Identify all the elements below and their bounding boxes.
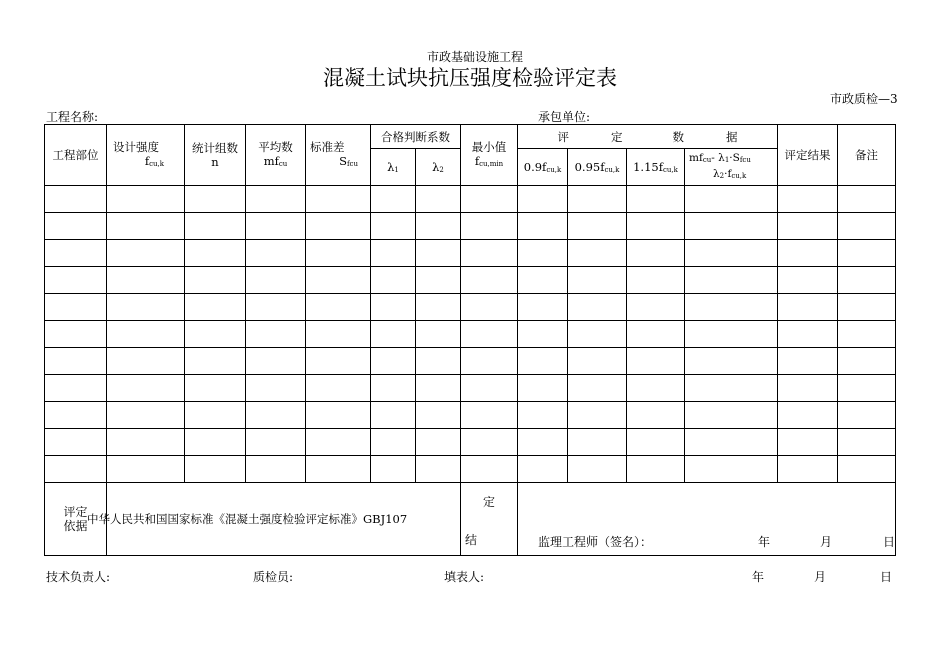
table-cell[interactable] <box>371 186 416 213</box>
table-cell[interactable] <box>185 186 246 213</box>
table-cell[interactable] <box>45 267 107 294</box>
table-cell[interactable] <box>838 213 896 240</box>
table-cell[interactable] <box>627 456 685 483</box>
table-cell[interactable] <box>518 240 568 267</box>
table-cell[interactable] <box>518 348 568 375</box>
table-cell[interactable] <box>685 429 778 456</box>
table-cell[interactable] <box>306 294 371 321</box>
table-cell[interactable] <box>416 429 461 456</box>
table-cell[interactable] <box>185 429 246 456</box>
table-cell[interactable] <box>185 294 246 321</box>
table-cell[interactable] <box>627 402 685 429</box>
table-cell[interactable] <box>246 267 306 294</box>
table-cell[interactable] <box>568 456 627 483</box>
table-cell[interactable] <box>107 375 185 402</box>
basis-label: 评定 依据 <box>45 483 107 556</box>
table-row <box>45 348 896 375</box>
table-cell[interactable] <box>461 321 518 348</box>
table-cell[interactable] <box>838 321 896 348</box>
table-cell[interactable] <box>518 402 568 429</box>
table-cell[interactable] <box>685 375 778 402</box>
table-cell[interactable] <box>45 402 107 429</box>
table-cell[interactable] <box>416 240 461 267</box>
table-cell[interactable] <box>518 429 568 456</box>
header-eval-0-95: 0.95fcu,k <box>568 149 627 186</box>
project-name-label: 工程名称: <box>46 110 99 124</box>
table-cell[interactable] <box>627 267 685 294</box>
table-cell[interactable] <box>246 375 306 402</box>
table-cell[interactable] <box>107 186 185 213</box>
table-cell[interactable] <box>461 375 518 402</box>
supervisor-label: 监理工程师（签名）： <box>538 535 653 549</box>
footer-year: 年 <box>752 570 765 584</box>
table-cell[interactable] <box>778 321 838 348</box>
table-cell[interactable] <box>838 375 896 402</box>
table-cell[interactable] <box>778 240 838 267</box>
table-cell[interactable] <box>246 429 306 456</box>
table-row <box>45 321 896 348</box>
table-cell[interactable] <box>306 186 371 213</box>
table-cell[interactable] <box>45 321 107 348</box>
table-cell[interactable] <box>461 402 518 429</box>
table-cell[interactable] <box>416 294 461 321</box>
table-cell[interactable] <box>627 213 685 240</box>
conclusion-label: 定 结 <box>461 483 518 556</box>
table-cell[interactable] <box>45 429 107 456</box>
inspector-label: 质检员: <box>253 570 294 584</box>
table-cell[interactable] <box>306 240 371 267</box>
table-cell[interactable] <box>107 429 185 456</box>
header-mean: 平均数 mfcu <box>246 125 306 186</box>
table-cell[interactable] <box>838 429 896 456</box>
table-cell[interactable] <box>371 294 416 321</box>
table-cell[interactable] <box>627 186 685 213</box>
eval-data-char: 数 <box>672 129 684 144</box>
table-cell[interactable] <box>185 456 246 483</box>
table-cell[interactable] <box>838 294 896 321</box>
table-cell[interactable] <box>306 429 371 456</box>
supervisor-year: 年 <box>758 535 771 549</box>
table-cell[interactable] <box>778 456 838 483</box>
table-cell[interactable] <box>246 213 306 240</box>
table-cell[interactable] <box>627 429 685 456</box>
table-cell[interactable] <box>778 186 838 213</box>
table-cell[interactable] <box>416 213 461 240</box>
table-cell[interactable] <box>461 456 518 483</box>
table-cell[interactable] <box>461 267 518 294</box>
table-cell[interactable] <box>627 294 685 321</box>
table-cell[interactable] <box>685 186 778 213</box>
supervisor-day: 日 <box>883 535 896 549</box>
table-cell[interactable] <box>568 402 627 429</box>
table-cell[interactable] <box>371 213 416 240</box>
table-cell[interactable] <box>371 348 416 375</box>
table-cell[interactable] <box>778 267 838 294</box>
table-cell[interactable] <box>246 402 306 429</box>
table-cell[interactable] <box>416 321 461 348</box>
table-cell[interactable] <box>185 240 246 267</box>
table-cell[interactable] <box>371 429 416 456</box>
eval-data-char: 定 <box>611 129 623 144</box>
table-row <box>45 402 896 429</box>
table-row <box>45 375 896 402</box>
table-cell[interactable] <box>627 375 685 402</box>
table-cell[interactable] <box>568 294 627 321</box>
table-row <box>45 240 896 267</box>
table-cell[interactable] <box>778 429 838 456</box>
table-cell[interactable] <box>518 294 568 321</box>
basis-text: 中华人民共和国国家标准《混凝土强度检验评定标准》GBJ107 <box>107 483 461 556</box>
header-design-strength: 设计强度 fcu,k <box>107 125 185 186</box>
filler-label: 填表人: <box>444 570 485 584</box>
table-cell[interactable] <box>685 402 778 429</box>
document-code: 市政质检—3 <box>830 92 898 106</box>
header-eval-data <box>518 125 778 149</box>
table-row <box>45 456 896 483</box>
table-cell[interactable] <box>45 294 107 321</box>
table-cell[interactable] <box>45 348 107 375</box>
table-cell[interactable] <box>778 213 838 240</box>
table-cell[interactable] <box>371 402 416 429</box>
table-cell[interactable] <box>185 348 246 375</box>
table-cell[interactable] <box>246 294 306 321</box>
table-cell[interactable] <box>246 348 306 375</box>
table-cell[interactable] <box>518 186 568 213</box>
table-cell[interactable] <box>778 348 838 375</box>
evaluation-table <box>44 124 896 556</box>
table-cell[interactable] <box>306 213 371 240</box>
table-cell[interactable] <box>107 321 185 348</box>
table-cell[interactable] <box>107 213 185 240</box>
table-cell[interactable] <box>107 456 185 483</box>
table-cell[interactable] <box>568 267 627 294</box>
supervisor-signature[interactable] <box>518 483 896 556</box>
table-cell[interactable] <box>185 375 246 402</box>
table-cell[interactable] <box>306 456 371 483</box>
table-cell[interactable] <box>306 321 371 348</box>
table-cell[interactable] <box>778 402 838 429</box>
table-cell[interactable] <box>518 456 568 483</box>
table-row <box>45 186 896 213</box>
table-cell[interactable] <box>838 456 896 483</box>
table-cell[interactable] <box>627 321 685 348</box>
table-cell[interactable] <box>461 348 518 375</box>
table-cell[interactable] <box>107 348 185 375</box>
header-eval-formula: mfcu- λ1·Sfcu λ2·fcu,k <box>685 149 778 186</box>
table-cell[interactable] <box>416 186 461 213</box>
table-cell[interactable] <box>518 213 568 240</box>
table-cell[interactable] <box>778 375 838 402</box>
table-cell[interactable] <box>627 348 685 375</box>
table-row <box>45 213 896 240</box>
table-row <box>45 429 896 456</box>
table-cell[interactable] <box>568 348 627 375</box>
table-cell[interactable] <box>568 213 627 240</box>
table-cell[interactable] <box>685 213 778 240</box>
table-cell[interactable] <box>778 294 838 321</box>
table-cell[interactable] <box>568 240 627 267</box>
table-cell[interactable] <box>107 402 185 429</box>
table-cell[interactable] <box>568 186 627 213</box>
table-cell[interactable] <box>416 348 461 375</box>
header-lambda2: λ2 <box>416 149 461 186</box>
form-title: 混凝土试块抗压强度检验评定表 <box>323 66 617 90</box>
table-cell[interactable] <box>45 186 107 213</box>
table-cell[interactable] <box>185 402 246 429</box>
header-pass-coefficient: 合格判断系数 <box>371 125 461 149</box>
table-cell[interactable] <box>185 213 246 240</box>
table-cell[interactable] <box>416 375 461 402</box>
supervisor-month: 月 <box>820 535 833 549</box>
table-cell[interactable] <box>461 186 518 213</box>
table-cell[interactable] <box>518 321 568 348</box>
table-cell[interactable] <box>685 321 778 348</box>
table-cell[interactable] <box>627 240 685 267</box>
table-cell[interactable] <box>461 429 518 456</box>
table-cell[interactable] <box>838 402 896 429</box>
table-cell[interactable] <box>246 321 306 348</box>
table-cell[interactable] <box>685 294 778 321</box>
table-cell[interactable] <box>685 267 778 294</box>
header-part: 工程部位 <box>45 125 107 186</box>
footer-month: 月 <box>814 570 827 584</box>
table-cell[interactable] <box>107 240 185 267</box>
table-cell[interactable] <box>371 240 416 267</box>
header-eval-1-15: 1.15fcu,k <box>627 149 685 186</box>
table-cell[interactable] <box>685 240 778 267</box>
table-cell[interactable] <box>45 240 107 267</box>
contractor-label: 承包单位: <box>538 110 591 124</box>
header-std: 标准差 Sfcu <box>306 125 371 186</box>
table-cell[interactable] <box>306 375 371 402</box>
table-cell[interactable] <box>838 240 896 267</box>
footer-day: 日 <box>880 570 893 584</box>
table-cell[interactable] <box>306 402 371 429</box>
table-cell[interactable] <box>306 348 371 375</box>
table-cell[interactable] <box>568 321 627 348</box>
table-cell[interactable] <box>371 321 416 348</box>
table-cell[interactable] <box>685 456 778 483</box>
table-cell[interactable] <box>838 267 896 294</box>
table-cell[interactable] <box>185 321 246 348</box>
table-cell[interactable] <box>246 240 306 267</box>
eval-data-char: 据 <box>726 129 738 144</box>
table-cell[interactable] <box>185 267 246 294</box>
table-cell[interactable] <box>461 240 518 267</box>
table-cell[interactable] <box>461 213 518 240</box>
eval-data-char: 评 <box>557 129 569 144</box>
table-cell[interactable] <box>371 375 416 402</box>
form-subtitle: 市政基础设施工程 <box>426 50 523 64</box>
table-cell[interactable] <box>45 456 107 483</box>
table-cell[interactable] <box>838 186 896 213</box>
table-cell[interactable] <box>568 429 627 456</box>
header-remark: 备注 <box>838 125 896 186</box>
table-cell[interactable] <box>416 456 461 483</box>
table-cell[interactable] <box>306 267 371 294</box>
table-cell[interactable] <box>568 375 627 402</box>
table-cell[interactable] <box>461 294 518 321</box>
header-group-count: 统计组数 n <box>185 125 246 186</box>
tech-lead-label: 技术负责人: <box>46 570 111 584</box>
table-cell[interactable] <box>246 186 306 213</box>
table-cell[interactable] <box>45 375 107 402</box>
table-cell[interactable] <box>685 348 778 375</box>
header-min: 最小值 fcu,min <box>461 125 518 186</box>
table-cell[interactable] <box>518 267 568 294</box>
table-cell[interactable] <box>416 267 461 294</box>
table-cell[interactable] <box>371 267 416 294</box>
table-cell[interactable] <box>838 348 896 375</box>
table-cell[interactable] <box>107 294 185 321</box>
table-row <box>45 267 896 294</box>
header-result: 评定结果 <box>778 125 838 186</box>
table-cell[interactable] <box>45 213 107 240</box>
header-eval-0-9: 0.9fcu,k <box>518 149 568 186</box>
table-cell[interactable] <box>246 456 306 483</box>
table-row <box>45 294 896 321</box>
table-cell[interactable] <box>416 402 461 429</box>
table-cell[interactable] <box>107 267 185 294</box>
table-cell[interactable] <box>371 456 416 483</box>
header-lambda1: λ1 <box>371 149 416 186</box>
table-cell[interactable] <box>518 375 568 402</box>
